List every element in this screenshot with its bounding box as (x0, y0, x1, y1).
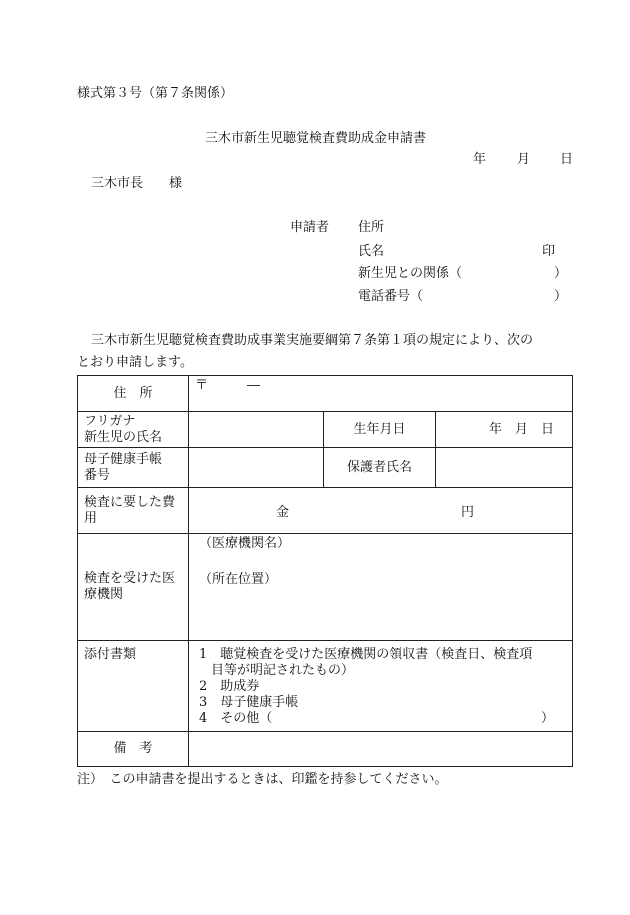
postal-mark: 〒 ― (195, 378, 261, 393)
relation-close: ） (554, 266, 568, 281)
row-address (78, 376, 573, 412)
attachment-item: 2 助成券 (199, 679, 260, 694)
row-remarks (78, 732, 573, 767)
date-month: 月 (517, 152, 531, 167)
clinic-location-label: （所在位置） (199, 572, 278, 587)
handbook-label-1: 母子健康手帳 (84, 451, 163, 467)
attachment-item-continued: 目等が明記されたもの） (211, 663, 355, 678)
address-label: 住 所 (78, 376, 189, 412)
birthdate-label: 生年月日 (324, 412, 436, 448)
statement-line-2: とおり申請します。 (77, 355, 193, 370)
cost-label-cell (78, 488, 189, 534)
date-day: 日 (560, 152, 574, 167)
applicant-address-label: 住所 (358, 220, 385, 235)
cost-yen: 円 (461, 505, 475, 520)
row-clinic (78, 534, 573, 641)
row-handbook (78, 448, 573, 488)
furigana-label: フリガナ (84, 413, 136, 429)
attachments-list (189, 641, 573, 732)
clinic-label-cell (78, 534, 189, 641)
application-table (77, 375, 573, 767)
clinic-field[interactable] (189, 534, 573, 641)
cost-kin: 金 (276, 505, 290, 520)
address-field[interactable] (189, 376, 573, 412)
birthdate-value: 年 月 日 (489, 421, 555, 437)
remarks-field[interactable] (189, 732, 573, 767)
child-name-field[interactable] (189, 412, 324, 448)
date-year: 年 (473, 152, 487, 167)
phone-label: 電話番号（ (358, 289, 424, 304)
phone-close: ） (554, 289, 568, 304)
attachment-other-label: 4 その他（ (199, 711, 273, 726)
child-name-label: 新生児の氏名 (84, 429, 163, 445)
relation-label: 新生児との関係（ (358, 266, 463, 281)
guardian-label: 保護者氏名 (324, 448, 436, 488)
birthdate-field[interactable] (436, 412, 573, 448)
cost-label-2: 用 (84, 510, 98, 526)
applicant-label: 申請者 (290, 220, 330, 235)
clinic-label-2: 療機関 (84, 587, 124, 602)
statement-line-1: 三木市新生児聴覚検査費助成事業実施要綱第７条第１項の規定により、次の (91, 333, 534, 348)
row-cost (78, 488, 573, 534)
addressee: 三木市長 様 (91, 176, 183, 191)
row-child-name (78, 412, 573, 448)
clinic-name-label: （医療機関名） (199, 536, 291, 551)
attachment-item: 3 母子健康手帳 (199, 695, 299, 710)
remarks-label: 備 考 (78, 732, 189, 767)
footer-note: 注） この申請書を提出するときは、印鑑を持参してください。 (77, 772, 448, 787)
cost-label-1: 検査に要した費 (84, 494, 176, 510)
cost-field[interactable] (189, 488, 573, 534)
attachment-item: 1 聴覚検査を受けた医療機関の領収書（検査日、検査項 (199, 647, 533, 662)
applicant-name-label: 氏名 (358, 244, 385, 259)
clinic-label-1: 検査を受けた医 (84, 571, 176, 586)
guardian-name-field[interactable] (436, 448, 573, 488)
attachment-item-other[interactable] (199, 711, 554, 727)
row-attachments (78, 641, 573, 732)
handbook-label-cell (78, 448, 189, 488)
handbook-number-field[interactable] (189, 448, 324, 488)
form-number: 様式第３号（第７条関係） (77, 86, 234, 101)
attachment-other-close: ） (541, 711, 555, 726)
seal-mark: 印 (542, 244, 556, 259)
document-title: 三木市新生児聴覚検査費助成金申請書 (205, 131, 427, 146)
child-name-label-cell (78, 412, 189, 448)
attachments-label: 添付書類 (78, 641, 189, 732)
handbook-label-2: 番号 (84, 467, 111, 483)
